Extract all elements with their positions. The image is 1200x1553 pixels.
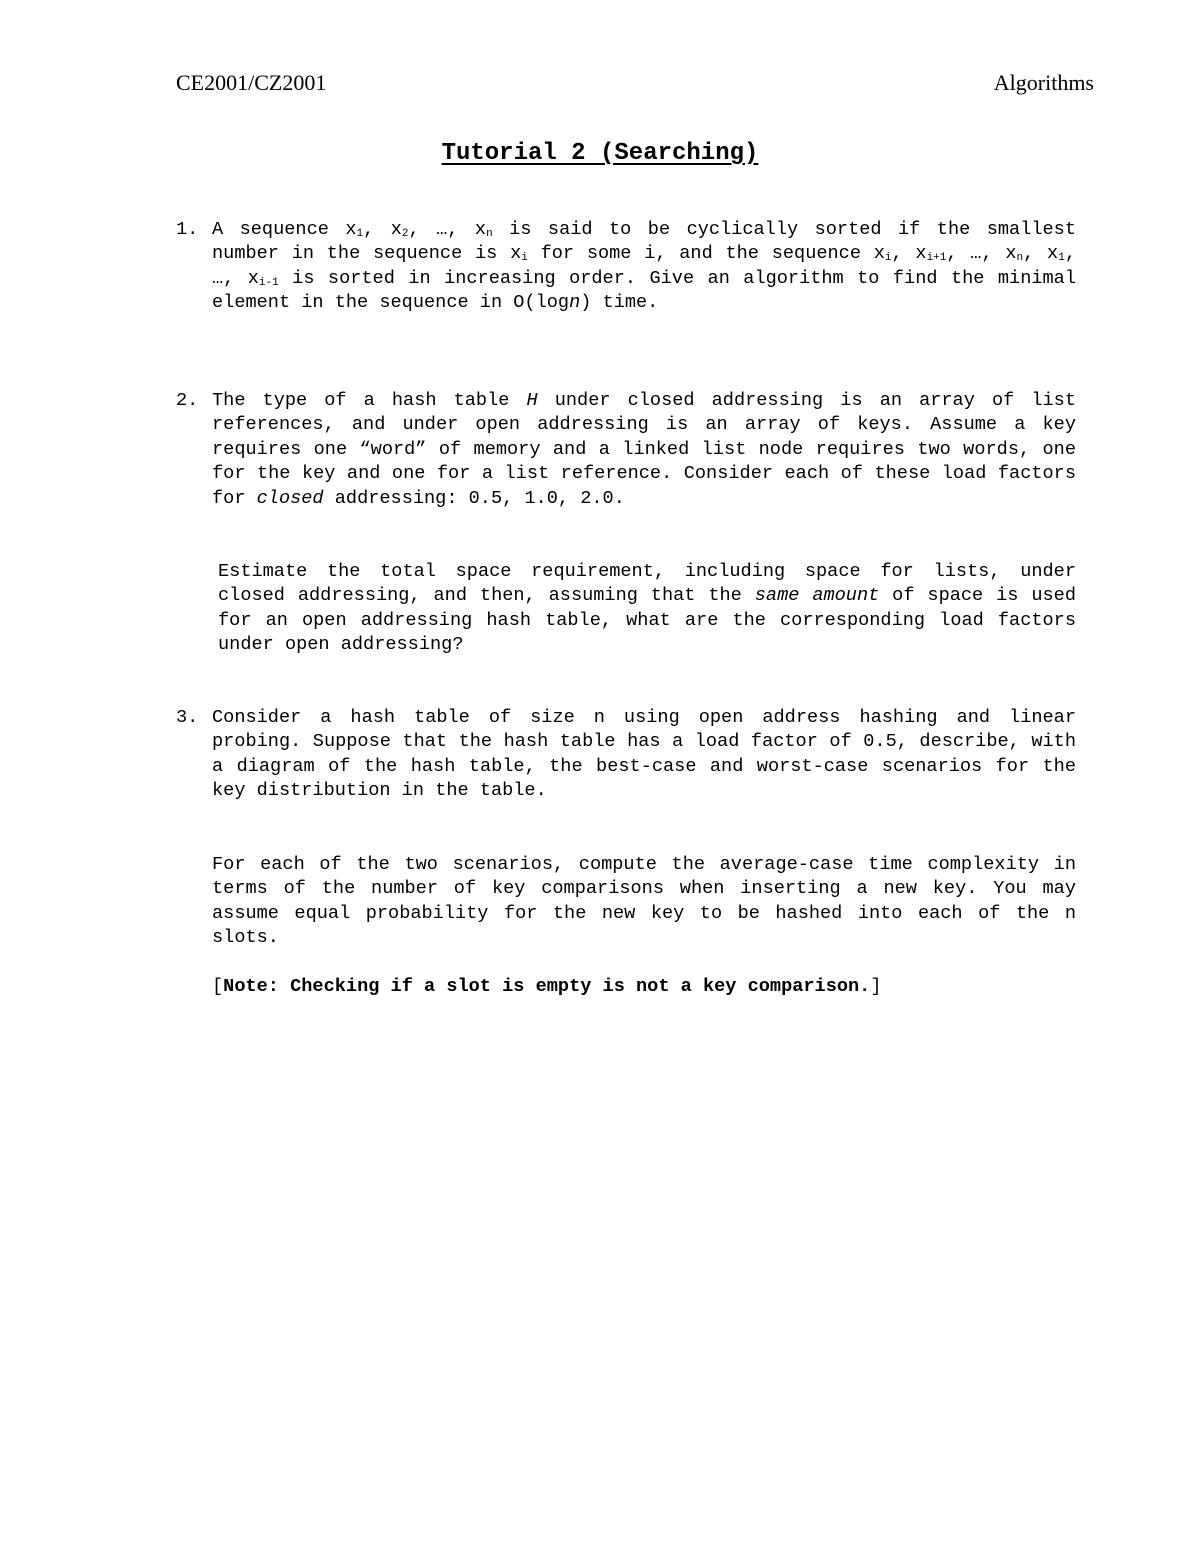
text-run: of space is used for an open addressing hash table, what are the corresponding load factors under open addressing? — [218, 585, 1076, 656]
question-paragraph — [212, 389, 1076, 511]
text-run: for some i, and the sequence x — [527, 243, 885, 265]
question-sub-paragraph — [218, 560, 1076, 658]
text-run: A sequence x — [212, 219, 357, 240]
subscript: 1 — [1058, 252, 1065, 265]
subscript: i+1 — [926, 252, 947, 265]
question-number: 2. — [176, 390, 199, 411]
question-paragraph — [218, 560, 1076, 658]
text-run: ) time. — [580, 292, 659, 314]
question-paragraph: For each of the two scenarios, compute the average-case time complexity in terms of the number of key comparisons when inserting a new key. You may assume equal probability for the new key to be hashed into each of the n slots. — [212, 854, 1076, 949]
italic-run: n — [569, 292, 581, 314]
question-sub-paragraph — [212, 853, 1076, 951]
text-run: , …, x — [212, 243, 1076, 289]
text-run: is sorted in increasing order. Give an algorithm to find the minimal element in the sequence in O(log — [212, 267, 1076, 314]
question-body — [212, 218, 1076, 316]
text-run: is said to be cyclically sorted if the smallest number in the sequence is x — [212, 219, 1076, 265]
text-run: under closed addressing is an array of list references, and under open addressing is an array of keys. Assume a key requires one “word” of memory and a linked list node requires two words, one for the key and one for a list reference. Consider each of these load factors for — [212, 390, 1076, 509]
subscript: i-1 — [258, 276, 279, 289]
italic-run: closed — [256, 487, 324, 509]
note-text: Note: Checking if a slot is empty is not a key comparison. — [223, 976, 871, 997]
text-run: , …, x — [408, 219, 487, 240]
subscript: 2 — [401, 228, 409, 240]
italic-run: H — [526, 390, 538, 411]
question-paragraph — [212, 218, 1076, 316]
text-run: , x — [1023, 243, 1059, 265]
text-run: The type of a hash table — [212, 390, 527, 411]
question-note — [212, 975, 1076, 999]
question-paragraph: Consider a hash table of size n using open address hashing and linear probing. Suppose that the hash table has a load factor of 0.5, describe, with a diagram of the hash table, the best-case and worst-case scenarios for the key distribution in the table. — [212, 707, 1076, 802]
course-name: Algorithms — [993, 70, 1094, 95]
subscript: n — [486, 228, 493, 240]
question-body — [212, 706, 1076, 804]
text-run: addressing: 0.5, 1.0, 2.0. — [323, 487, 625, 509]
subscript: n — [1016, 252, 1024, 265]
text-run: , x — [363, 219, 402, 240]
italic-run: same amount — [754, 585, 880, 607]
subscript: 1 — [356, 228, 364, 240]
document-title — [0, 140, 1200, 167]
text-run: Estimate the total space requirement, including space for lists, under closed addressing, and then, assuming that the — [218, 561, 1076, 607]
question-body — [212, 389, 1076, 511]
question-number: 3. — [176, 707, 199, 728]
course-code: CE2001/CZ2001 — [176, 70, 327, 95]
text-run: ] — [870, 976, 882, 997]
note-line — [212, 975, 1076, 999]
page-header — [176, 70, 1094, 102]
subscript: i — [521, 252, 528, 265]
text-run: , …, x — [946, 243, 1017, 265]
text-run: , x — [891, 243, 927, 265]
document-title-text: Tutorial 2 (Searching) — [441, 140, 759, 167]
text-run: [ — [212, 976, 224, 997]
subscript: i — [884, 252, 892, 265]
question-number: 1. — [176, 219, 199, 240]
